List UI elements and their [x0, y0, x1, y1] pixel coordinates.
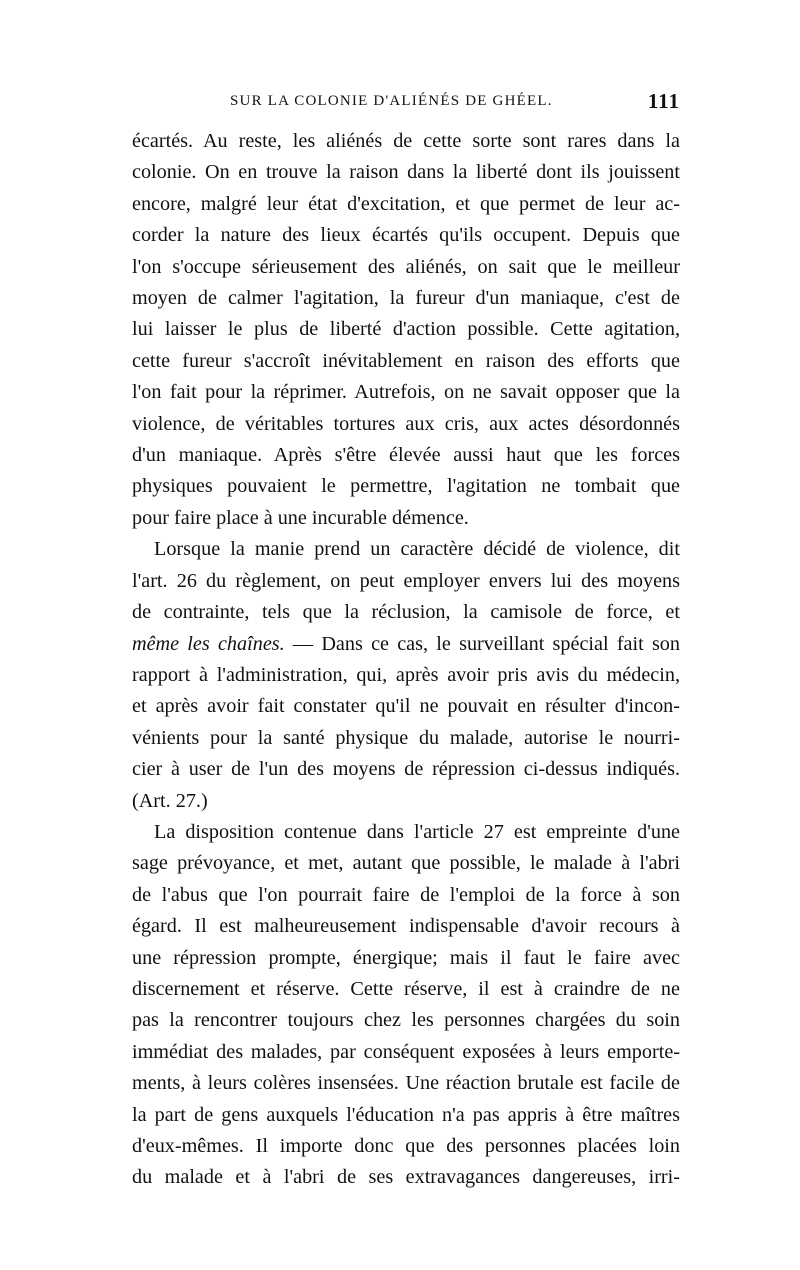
text-fragment: — Dans ce cas, le surveillant spécial fait son	[284, 632, 680, 655]
text-line: discernement et réserve. Cette réserve, il est à craindre de ne	[132, 977, 680, 1000]
text-line: pas la rencontrer toujours chez les personnes chargées du soin	[132, 1009, 680, 1032]
text-line: cette fureur s'accroît inévitablement en raison des efforts que	[132, 349, 680, 372]
text-line: égard. Il est malheureusement indispensable d'avoir recours à	[132, 915, 680, 938]
text-line: écartés. Au reste, les aliénés de cette sorte sont rares dans la	[132, 130, 680, 152]
text-line: une répression prompte, énergique; mais il faut le faire avec	[132, 946, 680, 969]
italic-phrase: même les chaînes.	[132, 632, 285, 655]
body-text	[132, 126, 680, 1194]
text-line: lui laisser le plus de liberté d'action possible. Cette agitation,	[132, 318, 680, 341]
text-line: violence, de véritables tortures aux cris, aux actes désordonnés	[132, 412, 680, 435]
paragraph-2	[132, 534, 680, 817]
text-line: vénients pour la santé physique du malade, autorise le nourri-	[132, 726, 680, 749]
text-line: sage prévoyance, et met, autant que possible, le malade à l'abri	[132, 852, 680, 875]
text-line: corder la nature des lieux écartés qu'ils occupent. Depuis que	[132, 224, 680, 247]
text-line	[132, 629, 680, 660]
text-line: du malade et à l'abri de ses extravagances dangereuses, irri-	[132, 1166, 680, 1189]
text-line: immédiat des malades, par conséquent exposées à leurs emporte-	[132, 1040, 680, 1063]
text-line: d'un maniaque. Après s'être élevée aussi haut que les forces	[132, 444, 680, 467]
paragraph-1	[132, 126, 680, 534]
text-line: La disposition contenue dans l'article 27 est empreinte d'une	[154, 820, 680, 843]
text-line: de contrainte, tels que la réclusion, la camisole de force, et	[132, 601, 680, 624]
text-line: colonie. On en trouve la raison dans la liberté dont ils jouissent	[132, 161, 680, 184]
text-line: l'on fait pour la réprimer. Autrefois, on ne savait opposer que la	[132, 381, 680, 404]
text-line: d'eux-mêmes. Il importe donc que des personnes placées loin	[132, 1135, 680, 1157]
text-line: l'art. 26 du règlement, on peut employer envers lui des moyens	[132, 569, 680, 592]
text-line: Lorsque la manie prend un caractère décidé de violence, dit	[154, 538, 680, 561]
paragraph-3	[132, 817, 680, 1194]
text-line: ments, à leurs colères insensées. Une réaction brutale est facile de	[132, 1072, 680, 1095]
text-line: l'on s'occupe sérieusement des aliénés, on sait que le meilleur	[132, 255, 680, 278]
text-line: la part de gens auxquels l'éducation n'a pas appris à être maîtres	[132, 1103, 680, 1126]
text-line: cier à user de l'un des moyens de répression ci-dessus indiqués.	[132, 758, 680, 781]
running-title: SUR LA COLONIE D'ALIÉNÉS DE GHÉEL.	[230, 93, 553, 109]
text-line: moyen de calmer l'agitation, la fureur d'un maniaque, c'est de	[132, 287, 680, 310]
page-number: 111	[647, 89, 680, 113]
text-line: (Art. 27.)	[132, 789, 208, 812]
text-line: physiques pouvaient le permettre, l'agitation ne tombait que	[132, 475, 680, 498]
running-head	[132, 89, 680, 119]
text-line: pour faire place à une incurable démence.	[132, 506, 469, 529]
text-line: encore, malgré leur état d'excitation, et que permet de leur ac-	[132, 192, 680, 215]
text-line: rapport à l'administration, qui, après avoir pris avis du médecin,	[132, 663, 680, 686]
text-line: et après avoir fait constater qu'il ne pouvait en résulter d'incon-	[132, 695, 680, 718]
text-line: de l'abus que l'on pourrait faire de l'emploi de la force à son	[132, 883, 680, 906]
